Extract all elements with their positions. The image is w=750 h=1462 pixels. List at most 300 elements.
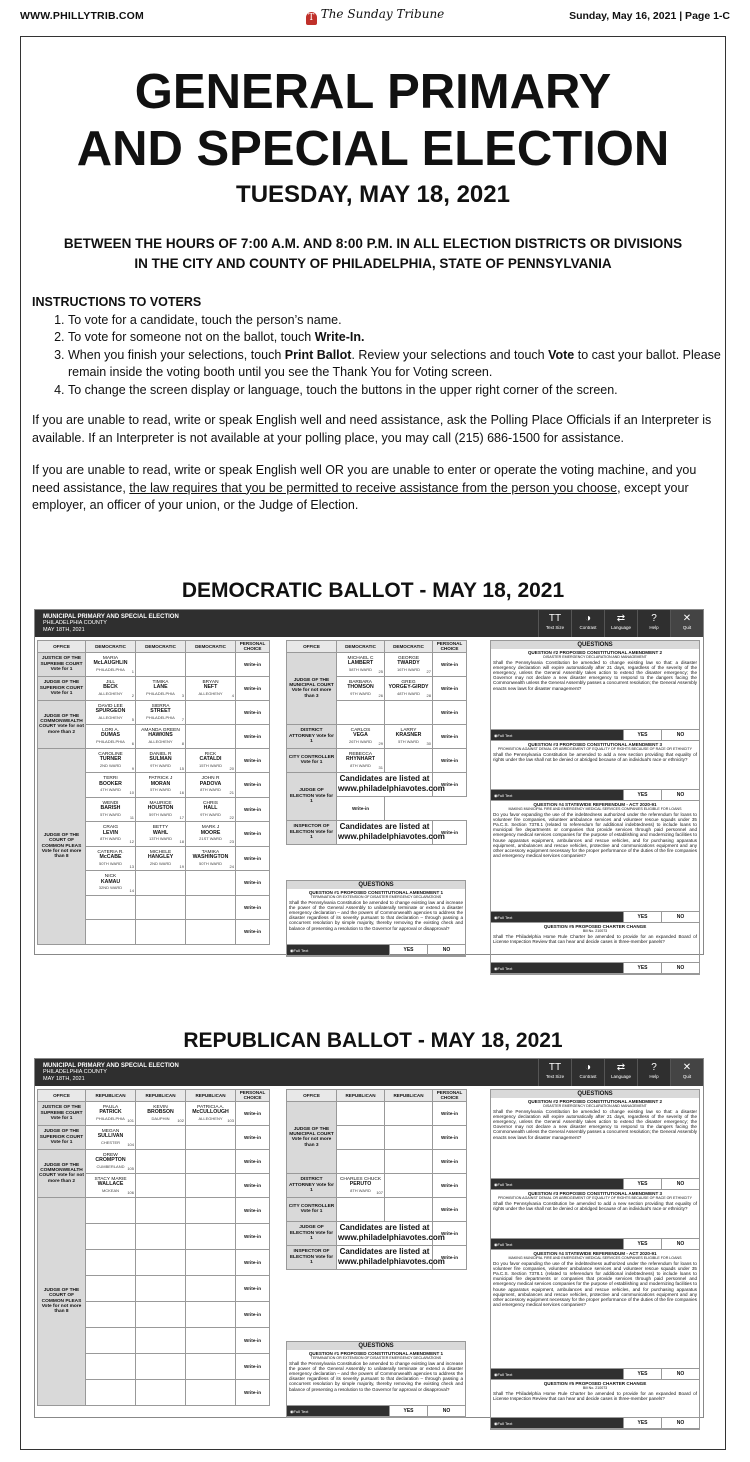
no-button[interactable]: NO: [661, 1239, 699, 1249]
instruction-3-text-a: When you finish your selections, touch: [68, 347, 285, 362]
full-text-button[interactable]: ◉ Full Text: [491, 790, 623, 800]
candidate-first-name: DANIEL R: [149, 751, 172, 757]
candidate-number: 5: [131, 717, 134, 723]
empty-candidate-slot: [186, 1275, 236, 1301]
candidate-option[interactable]: [136, 773, 186, 798]
candidate-last-name: McLAUGHLIN: [93, 660, 128, 667]
candidate-last-name: SULLIVAN: [97, 1133, 124, 1140]
candidate-number: 24: [229, 863, 234, 869]
candidate-option[interactable]: [86, 1173, 136, 1197]
candidate-option[interactable]: [86, 1149, 136, 1173]
candidate-number: 8: [181, 741, 184, 747]
candidate-last-name: PATRICK: [99, 1109, 122, 1116]
candidate-location: 13TH WARD: [149, 836, 172, 842]
question-footer: [491, 962, 699, 973]
office-supreme: JUSTICE OF THE SUPREME COURT Vote for 1: [38, 652, 86, 676]
no-button[interactable]: NO: [661, 963, 699, 973]
question-q3: [491, 741, 699, 801]
no-button[interactable]: NO: [661, 912, 699, 922]
tool-label: Language: [610, 1074, 632, 1079]
candidate-option[interactable]: [86, 797, 136, 822]
tool-contrast-button[interactable]: [571, 610, 604, 637]
write-in-button[interactable]: Write-in: [236, 700, 270, 724]
candidate-location: 8TH WARD: [350, 1187, 371, 1193]
candidate-option[interactable]: [186, 822, 236, 847]
candidate-option[interactable]: [86, 871, 136, 896]
ballot-county: PHILADELPHIA COUNTY: [43, 620, 107, 627]
party-column-header: REPUBLICAN: [385, 1090, 433, 1102]
empty-candidate-slot: [337, 700, 385, 724]
party-column-header: DEMOCRATIC: [385, 641, 433, 653]
question-title: QUESTION #1 PROPOSED CONSTITUTIONAL AMENDMENT 1: [308, 890, 444, 895]
candidate-option[interactable]: [86, 846, 136, 871]
candidate-option[interactable]: [86, 676, 136, 700]
party-column-header: REPUBLICAN: [337, 1090, 385, 1102]
candidate-option[interactable]: [86, 773, 136, 798]
question-body: Do you favor expanding the use of the indebtedness authorized under the referendum for loans to volunteer fire companies, volunteer ambulance services and volunteer rescue squads under 35 Pa.C.S. Section 7378.1 (related to referendum for additional indebtedness) to include loans to municipal fire departments or companies that provide services through paid personnel and emergency medical services companies for the purpose of establishing and modernizing facilities to house apparatus equipment, ambulances and rescue vehicles, and for purchasing apparatus equipment, ambulances and rescue vehicles, protective and communications equipment and any other accessory equipment necessary for the proper performance of the duties of the fire companies and emergency medical services companies?: [493, 811, 697, 859]
candidate-first-name: MICHAEL C: [347, 655, 374, 661]
write-in-button[interactable]: Write-in: [236, 1301, 270, 1327]
write-in-button[interactable]: Write-in: [236, 1173, 270, 1197]
question-title: QUESTION #1 PROPOSED CONSTITUTIONAL AMENDMENT 1: [308, 1351, 444, 1356]
question-subtitle: TERMINATION OR EXTENSION OF DISASTER EMERGENCY DECLARATIONS: [310, 1356, 442, 1361]
assistance-paragraph: [32, 462, 722, 515]
candidate-number: 3: [181, 693, 184, 699]
write-in-button[interactable]: Write-in: [433, 820, 467, 844]
tool-contrast-button[interactable]: [571, 1059, 604, 1086]
no-button[interactable]: NO: [661, 1179, 699, 1189]
candidate-number: 9: [131, 765, 134, 771]
ballot-body: [35, 1086, 703, 1426]
candidate-option[interactable]: [136, 700, 186, 724]
yes-button[interactable]: YES: [389, 945, 427, 955]
question-title: QUESTION #2 PROPOSED CONSTITUTIONAL AMENDMENT 2: [527, 650, 663, 655]
candidate-last-name: NEFT: [203, 684, 218, 691]
candidate-number: 7: [181, 717, 184, 723]
assistance-text-b: , except your employer, an officer of your union, or the Judge of Election.: [32, 480, 689, 512]
full-text-button[interactable]: ◉ Full Text: [491, 730, 623, 740]
yes-button[interactable]: YES: [623, 912, 661, 922]
candidate-first-name: MARK J: [201, 825, 220, 831]
office-column-header: OFFICE: [38, 641, 86, 653]
instruction-2-bold: Write-In.: [314, 330, 365, 344]
full-text-button[interactable]: ◉ Full Text: [491, 1369, 623, 1379]
full-text-button[interactable]: ◉ Full Text: [491, 963, 623, 973]
yes-button[interactable]: YES: [623, 1179, 661, 1189]
masthead-text: The Sunday Tribune: [320, 7, 445, 21]
candidate-option[interactable]: [337, 676, 385, 700]
full-text-button[interactable]: ◉ Full Text: [491, 912, 623, 922]
ballot-tools: [538, 1059, 703, 1086]
candidate-location: MCKEAN: [101, 1187, 120, 1193]
write-in-button[interactable]: Write-in: [236, 1101, 270, 1125]
write-in-button[interactable]: Write-in: [433, 1245, 467, 1269]
instructions-list: [68, 312, 722, 400]
candidate-location: ALLEGHENY: [198, 690, 223, 696]
tool-label: Help: [649, 1074, 659, 1079]
empty-candidate-slot: [186, 1353, 236, 1379]
write-in-button[interactable]: Write-in: [236, 748, 270, 773]
candidate-option[interactable]: [186, 748, 236, 773]
candidate-number: 101: [127, 1118, 134, 1124]
candidate-option[interactable]: [86, 822, 136, 847]
candidate-location: ALLEGHENY: [98, 714, 123, 720]
party-column-header: DEMOCRATIC: [337, 641, 385, 653]
issue-date: Sunday, May 16, 2021 | Page 1-C: [569, 10, 730, 22]
candidate-option[interactable]: [186, 773, 236, 798]
tool-quit-button[interactable]: [670, 1059, 703, 1086]
empty-candidate-slot: [186, 920, 236, 945]
candidate-last-name: PADOVA: [199, 780, 222, 787]
empty-candidate-slot: [385, 1149, 433, 1173]
question-subtitle: PROHIBITION AGAINST DENIAL OR ABRIDGEMENT OF EQUALITY OF RIGHTS BECAUSE OF RACE OR ETHNICITY: [498, 747, 692, 752]
empty-candidate-slot: [136, 1275, 186, 1301]
tool-label: Text Size: [545, 1074, 565, 1079]
empty-candidate-slot: [136, 1327, 186, 1353]
write-in-button[interactable]: Write-in: [236, 822, 270, 847]
question-footer: [491, 1178, 699, 1189]
candidate-location: 9TH WARD: [150, 762, 171, 768]
question-body: Shall the Pennsylvania Constitution be amended to change existing law so that: a disaster emergency declaration will expire automatically after 21 days, regardless of the severity of the emergency, unless the General Assembly takes action to extend the disaster emergency; the Governor may not declare a new disaster emergency to respond to the dangers facing the Commonwealth unless the General Assembly passes a concurrent resolution; the General Assembly enacts new laws for disaster management?: [493, 659, 698, 691]
question-footer: [287, 944, 465, 955]
ballot-tools: [538, 610, 703, 637]
yes-button[interactable]: YES: [623, 1418, 661, 1428]
office-common_pleas: JUDGE OF THE COURT OF COMMON PLEAS Vote for not more than 8: [38, 1197, 86, 1405]
empty-candidate-slot: [136, 1301, 186, 1327]
write-in-button[interactable]: Write-in: [433, 652, 467, 676]
office-superior: JUDGE OF THE SUPERIOR COURT Vote for 1: [38, 1125, 86, 1149]
write-in-button[interactable]: Write-in: [236, 1353, 270, 1379]
candidate-option[interactable]: [385, 652, 433, 676]
candidate-location: 26TH WARD: [349, 738, 372, 744]
empty-candidate-slot: [136, 920, 186, 945]
quit-icon: ✕: [682, 1062, 692, 1073]
party-column-header: REPUBLICAN: [86, 1090, 136, 1102]
candidate-first-name: CARLOS: [350, 727, 371, 733]
candidate-first-name: PATRICIA A.: [197, 1104, 224, 1110]
full-text-button[interactable]: ◉ Full Text: [287, 1406, 389, 1416]
question-q1: [287, 1350, 465, 1417]
candidate-first-name: BRYAN: [202, 679, 219, 685]
candidate-first-name: JOHN R: [201, 776, 220, 782]
tool-text-size-button[interactable]: [538, 1059, 571, 1086]
candidate-first-name: DAVID LEE: [98, 703, 123, 709]
candidate-option[interactable]: [186, 797, 236, 822]
candidate-location: 8TH WARD: [100, 836, 121, 842]
candidate-grid: [37, 640, 270, 945]
candidate-location: 2ND WARD: [149, 860, 172, 866]
grid-row: [287, 1101, 467, 1125]
no-button[interactable]: NO: [661, 790, 699, 800]
grid-row: [287, 1173, 467, 1197]
empty-candidate-slot: [136, 871, 186, 896]
candidate-option[interactable]: [385, 676, 433, 700]
party-column-header: DEMOCRATIC: [186, 641, 236, 653]
empty-candidate-slot: [186, 895, 236, 920]
candidate-option[interactable]: [136, 822, 186, 847]
empty-candidate-slot: [136, 1353, 186, 1379]
write-in-button[interactable]: Write-in: [236, 773, 270, 798]
voting-hours-line-1: BETWEEN THE HOURS OF 7:00 A.M. AND 8:00 P.M. IN ALL ELECTION DISTRICTS OR DIVISIONS: [63, 236, 683, 251]
question-footer: [287, 1405, 465, 1416]
yes-button[interactable]: YES: [623, 1369, 661, 1379]
candidate-first-name: MAURICE: [149, 800, 172, 806]
grid-header-row: [287, 1090, 467, 1102]
candidate-first-name: CRAIG: [102, 825, 119, 831]
candidate-option[interactable]: [86, 652, 136, 676]
yes-button[interactable]: YES: [623, 730, 661, 740]
candidate-option[interactable]: [86, 1125, 136, 1149]
headline-line-2: AND SPECIAL ELECTION: [76, 122, 670, 176]
candidate-option[interactable]: [337, 724, 385, 748]
candidate-option[interactable]: [86, 1101, 136, 1125]
yes-button[interactable]: YES: [623, 1239, 661, 1249]
question-footer: [491, 729, 699, 740]
empty-candidate-slot: [136, 1197, 186, 1223]
tool-text-size-button[interactable]: [538, 610, 571, 637]
question-footer: [491, 1238, 699, 1249]
write-in-button[interactable]: Write-in: [236, 895, 270, 920]
yes-button[interactable]: YES: [389, 1406, 427, 1416]
write-in-button[interactable]: Write-in: [236, 724, 270, 748]
grid-header-row: [287, 641, 467, 653]
party-column-header: REPUBLICAN: [136, 1090, 186, 1102]
question-body: Do you favor expanding the use of the indebtedness authorized under the referendum for loans to volunteer fire companies, volunteer ambulance services and volunteer rescue squads under 35 Pa.C.S. Section 7378.1 (related to referendum for additional indebtedness) to include loans to municipal fire departments or companies that provide services through paid personnel and emergency medical services companies for the purpose of establishing and modernizing facilities to house apparatus equipment, ambulances and rescue vehicles, and for purchasing apparatus equipment, ambulances and rescue vehicles, protective and communications equipment and any other accessory equipment necessary for the proper performance of the duties of the fire companies and emergency medical services companies?: [493, 1260, 697, 1308]
empty-candidate-slot: [136, 1173, 186, 1197]
candidate-number: 2: [131, 693, 134, 699]
write-in-button[interactable]: Write-in: [433, 772, 467, 796]
candidate-option[interactable]: [186, 676, 236, 700]
grid-header-row: [38, 1090, 270, 1102]
candidate-option[interactable]: [337, 1173, 385, 1197]
candidate-first-name: CATERIA R.: [97, 849, 124, 855]
write-in-button[interactable]: Write-in: [433, 748, 467, 772]
candidate-number: 17: [179, 814, 184, 820]
question-footer: [491, 911, 699, 922]
empty-candidate-slot: [337, 1149, 385, 1173]
no-button[interactable]: NO: [427, 1406, 465, 1416]
write-in-button[interactable]: Write-in: [236, 1275, 270, 1301]
no-button[interactable]: NO: [427, 945, 465, 955]
question-q3: [491, 1190, 699, 1250]
write-in-button[interactable]: Write-in: [236, 846, 270, 871]
tool-language-button[interactable]: [604, 1059, 637, 1086]
question-title: QUESTION #5 PROPOSED CHARTER CHANGE: [543, 1381, 647, 1386]
candidate-option[interactable]: [86, 700, 136, 724]
tool-help-button[interactable]: [637, 610, 670, 637]
candidate-first-name: GEORGE: [397, 655, 420, 661]
office-common_pleas: JUDGE OF THE COURT OF COMMON PLEAS Vote for not more than 8: [38, 748, 86, 944]
republican-ballot: [34, 1058, 704, 1426]
tool-help-button[interactable]: [637, 1059, 670, 1086]
write-in-button[interactable]: Write-in: [236, 797, 270, 822]
party-column-header: REPUBLICAN: [186, 1090, 236, 1102]
text-size-icon: TT: [548, 613, 562, 624]
write-in-button[interactable]: Write-in: [236, 920, 270, 945]
candidate-first-name: RICK: [204, 751, 217, 757]
candidate-location: PHILADELPHIA: [96, 1115, 125, 1121]
candidate-option[interactable]: [186, 846, 236, 871]
question-subtitle: DISASTER EMERGENCY DECLARATION AND MANAGEMENT: [543, 655, 647, 660]
candidate-number: 106: [127, 1190, 134, 1196]
write-in-button[interactable]: Write-in: [433, 1125, 467, 1149]
empty-candidate-slot: [337, 1125, 385, 1149]
empty-candidate-slot: [186, 1379, 236, 1405]
contrast-icon: ◑: [584, 1062, 592, 1073]
question-subtitle: PROHIBITION AGAINST DENIAL OR ABRIDGEMENT OF EQUALITY OF RIGHTS BECAUSE OF RACE OR ETHNICITY: [498, 1196, 692, 1201]
assistance-underlined: the law requires that you be permitted to receive assistance from the person you choose: [129, 480, 618, 495]
candidate-first-name: BETTY: [152, 825, 169, 831]
candidate-last-name: WALLACE: [97, 1181, 124, 1188]
write-in-button[interactable]: Write-in: [236, 1379, 270, 1405]
candidate-first-name: WENDI: [102, 800, 119, 806]
write-in-button[interactable]: Write-in: [433, 1197, 467, 1221]
write-in-button[interactable]: Write-in: [236, 1197, 270, 1223]
write-in-button[interactable]: Write-in: [236, 652, 270, 676]
candidate-number: 104: [127, 1142, 134, 1148]
grid-row: [38, 1149, 270, 1173]
contrast-icon: ◑: [584, 613, 592, 624]
candidate-option[interactable]: [337, 748, 385, 772]
no-button[interactable]: NO: [661, 1418, 699, 1428]
candidate-location: 5TH WARD: [398, 738, 419, 744]
grid-row: [38, 676, 270, 700]
tool-quit-button[interactable]: [670, 610, 703, 637]
candidate-number: 25: [378, 669, 383, 675]
write-in-button[interactable]: Write-in: [236, 1149, 270, 1173]
question-title: QUESTION #3 PROPOSED CONSTITUTIONAL AMENDMENT 3: [527, 1191, 663, 1196]
ballot-header: [35, 1059, 703, 1086]
candidate-option[interactable]: [86, 748, 136, 773]
candidate-option[interactable]: [86, 724, 136, 748]
candidate-first-name: PAULA: [102, 1104, 119, 1110]
candidate-number: 22: [229, 814, 234, 820]
write-in-button[interactable]: Write-in: [236, 1249, 270, 1275]
republican-ballot-title: REPUBLICAN BALLOT - MAY 18, 2021: [183, 1029, 563, 1052]
empty-candidate-slot: [186, 1125, 236, 1149]
empty-candidate-slot: [186, 724, 236, 748]
office-municipal: JUDGE OF THE MUNICIPAL COURT Vote for not more than 3: [287, 652, 337, 724]
candidate-number: 103: [227, 1118, 234, 1124]
write-in-button[interactable]: Write-in: [433, 1101, 467, 1125]
question-body: Shall the Pennsylvania Constitution be amended to add a new section providing that equality of rights under the law shall not be denied or abridged because of an individual's race or ethnicity?: [493, 1200, 697, 1211]
candidate-location: 9TH WARD: [350, 690, 371, 696]
candidate-location: 5TH WARD: [100, 811, 121, 817]
ballot-body: [35, 637, 703, 971]
write-in-button[interactable]: Write-in: [433, 1173, 467, 1197]
candidate-option[interactable]: [136, 797, 186, 822]
no-button[interactable]: NO: [661, 730, 699, 740]
write-in-button[interactable]: Write-in: [433, 676, 467, 700]
help-icon: ?: [651, 613, 657, 624]
full-text-button[interactable]: ◉ Full Text: [491, 1179, 623, 1189]
candidate-location: ALLEGHENY: [148, 738, 173, 744]
candidate-last-name: THOMSON: [347, 684, 374, 691]
candidate-number: 15: [179, 765, 184, 771]
office-controller: CITY CONTROLLER Vote for 1: [287, 1197, 337, 1221]
candidate-number: 102: [177, 1118, 184, 1124]
tool-language-button[interactable]: [604, 610, 637, 637]
yes-button[interactable]: YES: [623, 790, 661, 800]
questions-header: QUESTIONS: [287, 1342, 465, 1350]
full-text-button[interactable]: ◉ Full Text: [287, 945, 389, 955]
candidate-first-name: TIMIKA: [152, 679, 169, 685]
office-da: DISTRICT ATTORNEY Vote for 1: [287, 724, 337, 748]
write-in-button[interactable]: Write-in: [433, 724, 467, 748]
tool-label: Help: [649, 625, 659, 630]
candidate-number: 14: [129, 888, 134, 894]
candidate-location: 48TH WARD: [397, 690, 420, 696]
write-in-button[interactable]: Write-in: [433, 1221, 467, 1245]
office-column-header: OFFICE: [287, 641, 337, 653]
candidate-last-name: HALL: [203, 805, 218, 812]
yes-button[interactable]: YES: [623, 963, 661, 973]
candidate-option[interactable]: [136, 1101, 186, 1125]
candidate-option[interactable]: [136, 676, 186, 700]
candidate-option[interactable]: [136, 846, 186, 871]
no-button[interactable]: NO: [661, 1369, 699, 1379]
candidate-last-name: SPURGEON: [95, 708, 126, 715]
write-in-button[interactable]: Write-in: [236, 1327, 270, 1353]
instruction-3-text-b: . Review your selections and touch: [351, 347, 549, 362]
candidate-option[interactable]: [385, 724, 433, 748]
write-in-button[interactable]: Write-in: [433, 700, 467, 724]
candidate-last-name: LANE: [153, 684, 168, 691]
grid-row: [287, 1197, 467, 1221]
candidate-location: 5TH WARD: [150, 787, 171, 793]
empty-candidate-slot: [86, 1379, 136, 1405]
question-q5: [491, 923, 699, 974]
candidate-number: 12: [129, 839, 134, 845]
questions-header: QUESTIONS: [491, 1090, 699, 1098]
voting-hours: [40, 234, 706, 274]
full-text-button[interactable]: ◉ Full Text: [491, 1239, 623, 1249]
candidate-number: 29: [378, 741, 383, 747]
empty-candidate-slot: [136, 1379, 186, 1405]
question-title: QUESTION #3 PROPOSED CONSTITUTIONAL AMENDMENT 3: [527, 742, 663, 747]
write-in-button[interactable]: Write-in: [236, 1125, 270, 1149]
candidate-last-name: TURNER: [99, 756, 122, 763]
full-text-button[interactable]: ◉ Full Text: [491, 1418, 623, 1428]
write-in-button[interactable]: Write-in: [337, 796, 385, 820]
candidate-location: 16TH WARD: [397, 666, 420, 672]
candidate-last-name: BARISH: [100, 805, 121, 812]
candidate-option[interactable]: [186, 1101, 236, 1125]
candidates-notice: Candidates are listed at www.philadelphiavotes.com: [337, 1245, 433, 1269]
grid-row: [287, 820, 467, 844]
question-subtitle: MAKING MUNICIPAL FIRE AND EMERGENCY MEDICAL SERVICES COMPANIES ELIGIBLE FOR LOANS: [508, 1256, 682, 1261]
write-in-button[interactable]: Write-in: [433, 1149, 467, 1173]
candidate-location: 4TH WARD: [100, 787, 121, 793]
candidate-option[interactable]: [337, 652, 385, 676]
candidate-last-name: HOUSTON: [147, 805, 174, 812]
candidate-first-name: STACY MARIE: [94, 1176, 127, 1182]
candidate-option[interactable]: [136, 724, 186, 748]
question-subtitle: Bill No. 210073: [582, 1386, 608, 1391]
write-in-button[interactable]: Write-in: [236, 871, 270, 896]
candidate-grid: [37, 1089, 270, 1406]
write-in-button[interactable]: Write-in: [236, 676, 270, 700]
office-superior: JUDGE OF THE SUPERIOR COURT Vote for 1: [38, 676, 86, 700]
write-in-button[interactable]: Write-in: [236, 1223, 270, 1249]
question-1-panel: [286, 1341, 466, 1418]
question-title: QUESTION #4 STATEWIDE REFERENDUM - ACT 2020-91: [533, 802, 657, 807]
candidate-option[interactable]: [136, 748, 186, 773]
democratic-ballot-title: DEMOCRATIC BALLOT - MAY 18, 2021: [181, 579, 565, 602]
instruction-4: 4. To change the screen display or language, touch the buttons in the upper right corner of the screen.: [68, 382, 722, 400]
candidate-location: 9TH WARD: [200, 811, 221, 817]
empty-candidate-slot: [186, 1223, 236, 1249]
